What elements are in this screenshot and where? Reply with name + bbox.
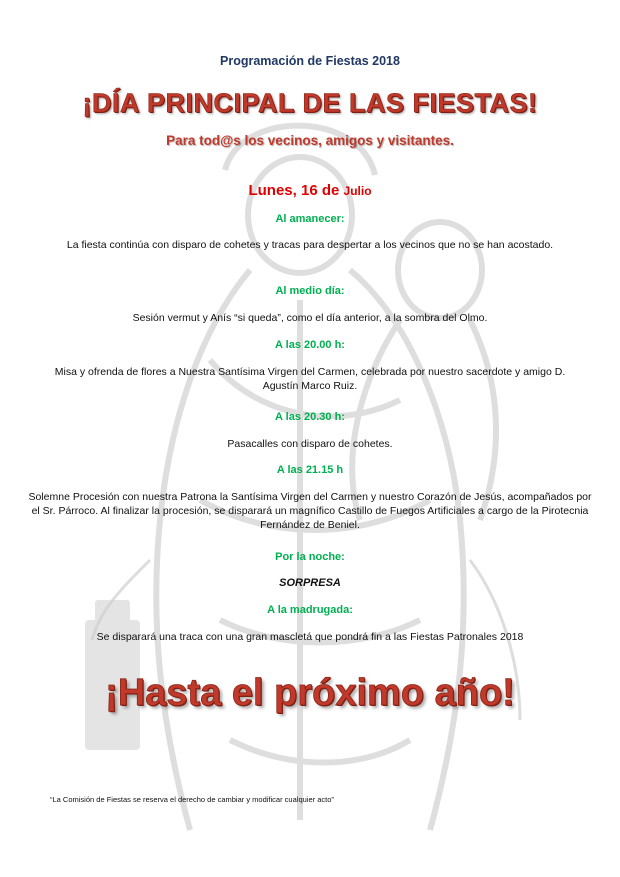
event-time-midday: Al medio día: <box>275 285 345 297</box>
date-main: Lunes, 16 de <box>248 182 340 199</box>
event-text-late-night: Se disparará una traca con una gran mascletá que pondrá fin a las Fiestas Patronales 2018 <box>96 631 524 643</box>
event-time-night: Por la noche: <box>275 551 345 563</box>
event-time-2000: A las 20.00 h: <box>275 339 345 351</box>
event-time-2115: A las 21.15 h <box>276 464 344 476</box>
event-text-dawn: La fiesta continúa con disparo de cohetes y tracas para despertar a los vecinos que no se han acostado. <box>66 239 554 251</box>
event-time-late-night: A la madrugada: <box>267 604 353 616</box>
main-title: ¡DÍA PRINCIPAL DE LAS FIESTAS! <box>82 88 538 118</box>
event-time-2030: A las 20.30 h: <box>275 411 345 423</box>
event-text-midday: Sesión vermut y Anís “si queda”, como el día anterior, a la sombra del Olmo. <box>132 312 488 324</box>
program-title: Programación de Fiestas 2018 <box>220 54 400 68</box>
event-text-night: SORPRESA <box>279 577 341 589</box>
subtitle: Para tod@s los vecinos, amigos y visitantes. <box>166 133 454 148</box>
event-date <box>0 182 620 199</box>
event-time-dawn: Al amanecer: <box>275 213 345 225</box>
event-text-2030: Pasacalles con disparo de cohetes. <box>227 438 393 450</box>
date-month: Julio <box>343 184 372 198</box>
event-text-2115: Solemne Procesión con nuestra Patrona la Santísima Virgen del Carmen y nuestro Corazón de Jesús, acompañados por el Sr. Párroco. Al finalizar la procesión, se disparará un magnífico Castillo de Fuegos Artificiales a cargo de la Pirotecnia Fernández de Beniel. <box>28 491 592 531</box>
closing-title: ¡Hasta el próximo año! <box>105 672 515 714</box>
disclaimer-note: “La Comisión de Fiestas se reserva el derecho de cambiar y modificar cualquier acto” <box>50 795 334 804</box>
event-text-2000: Misa y ofrenda de flores a Nuestra Santísima Virgen del Carmen, celebrada por nuestro sacerdote y amigo D. Agustín Marco Ruiz. <box>54 366 566 392</box>
